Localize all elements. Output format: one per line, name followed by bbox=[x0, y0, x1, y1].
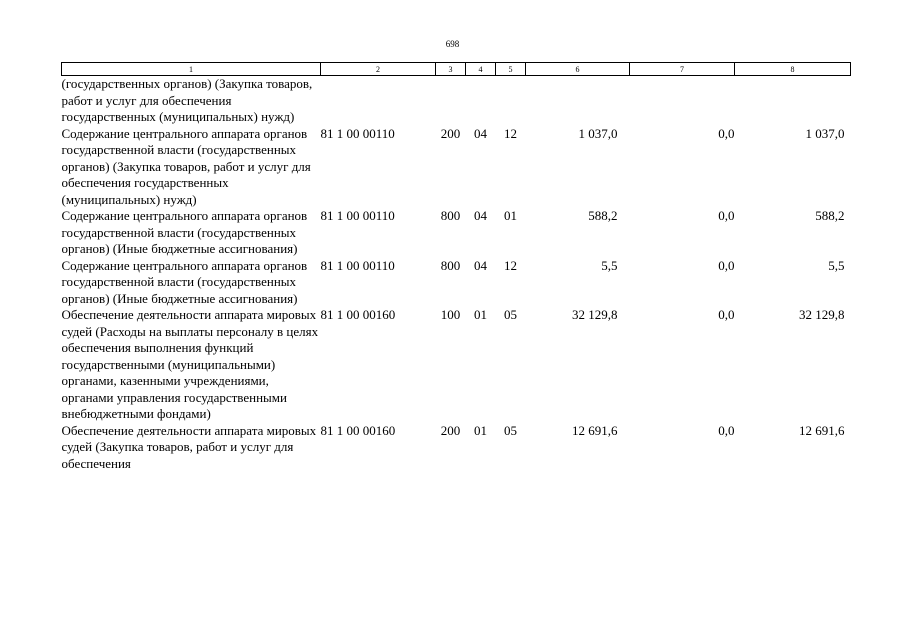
row-amount-col6 bbox=[526, 76, 630, 126]
row-amount-col8: 5,5 bbox=[828, 257, 845, 273]
row-amount-col8: 588,2 bbox=[815, 208, 845, 223]
row-amount-col7: 0,0 bbox=[718, 422, 735, 438]
row-expense-type: 200 bbox=[440, 125, 461, 141]
row-expense-type bbox=[436, 76, 466, 126]
budget-table bbox=[61, 62, 851, 472]
row-amount-col8: 1 037,0 bbox=[805, 125, 845, 141]
row-amount-col6: 12 691,6 bbox=[572, 422, 618, 438]
table-row bbox=[62, 126, 851, 209]
row-section: 01 bbox=[474, 307, 487, 322]
row-section: 04 bbox=[474, 257, 487, 273]
row-expense-type: 800 bbox=[440, 208, 461, 223]
row-name: Содержание центрального аппарата органов государственной власти (государственных органов) (Закупка товаров, работ и услуг для обеспечения государственных (муниципальных) нужд) bbox=[61, 125, 311, 207]
row-subsection: 05 bbox=[504, 422, 517, 438]
col-header-1: 1 bbox=[62, 63, 321, 76]
row-amount-col7: 0,0 bbox=[718, 257, 735, 273]
row-section: 01 bbox=[474, 422, 487, 438]
row-section: 04 bbox=[474, 208, 487, 223]
col-header-6: 6 bbox=[526, 63, 630, 76]
col-header-2: 2 bbox=[321, 63, 436, 76]
row-subsection: 12 bbox=[504, 257, 517, 273]
row-name: (государственных органов) (Закупка товаров, работ и услуг для обеспечения государственных (муниципальных) нужд) bbox=[61, 76, 313, 124]
table-row bbox=[62, 258, 851, 308]
table-row bbox=[62, 208, 851, 258]
row-amount-col7: 0,0 bbox=[718, 208, 735, 223]
row-expense-type: 100 bbox=[440, 307, 461, 322]
row-amount-col8 bbox=[735, 76, 851, 126]
row-amount-col8: 32 129,8 bbox=[799, 307, 845, 322]
col-header-7: 7 bbox=[630, 63, 735, 76]
row-name: Содержание центрального аппарата органов государственной власти (государственных органов) (Иные бюджетные ассигнования) bbox=[61, 208, 308, 256]
col-header-8: 8 bbox=[735, 63, 851, 76]
row-amount-col6: 1 037,0 bbox=[578, 125, 618, 141]
col-header-4: 4 bbox=[466, 63, 496, 76]
table-row bbox=[62, 76, 851, 126]
header-row bbox=[62, 63, 851, 76]
row-subsection: 05 bbox=[504, 307, 517, 322]
row-amount-col6: 588,2 bbox=[588, 208, 618, 223]
row-subsection: 01 bbox=[504, 208, 517, 223]
row-amount-col6: 5,5 bbox=[601, 257, 618, 273]
row-target-code: 81 1 00 00110 bbox=[320, 208, 395, 223]
row-amount-col7: 0,0 bbox=[718, 125, 735, 141]
page-number: 698 bbox=[445, 39, 460, 49]
row-name: Обеспечение деятельности аппарата мировых судей (Закупка товаров, работ и услуг для обеспечения bbox=[61, 422, 317, 471]
row-target-code: 81 1 00 00160 bbox=[320, 422, 396, 438]
row-section bbox=[466, 76, 496, 126]
row-subsection bbox=[496, 76, 526, 126]
table-row bbox=[62, 307, 851, 423]
row-expense-type: 200 bbox=[440, 422, 461, 438]
row-subsection: 12 bbox=[504, 125, 517, 141]
row-amount-col7: 0,0 bbox=[718, 307, 735, 322]
row-name: Содержание центрального аппарата органов государственной власти (государственных органов) (Иные бюджетные ассигнования) bbox=[61, 257, 308, 306]
row-target-code: 81 1 00 00110 bbox=[320, 125, 395, 141]
row-target-code: 81 1 00 00160 bbox=[320, 307, 396, 322]
row-amount-col6: 32 129,8 bbox=[572, 307, 618, 322]
row-expense-type: 800 bbox=[440, 257, 461, 273]
row-target-code: 81 1 00 00110 bbox=[320, 257, 395, 273]
col-header-5: 5 bbox=[496, 63, 526, 76]
row-amount-col8: 12 691,6 bbox=[799, 422, 845, 438]
row-section: 04 bbox=[474, 125, 487, 141]
row-name: Обеспечение деятельности аппарата мировых судей (Расходы на выплаты персоналу в целях обеспечения выполнения функций государственными (муниципальными) органами, казенными учреждениями, органами управления государственными внебюджетными фондами) bbox=[61, 307, 319, 421]
row-target-code bbox=[321, 76, 436, 126]
table-row bbox=[62, 423, 851, 473]
row-amount-col7 bbox=[630, 76, 735, 126]
col-header-3: 3 bbox=[436, 63, 466, 76]
